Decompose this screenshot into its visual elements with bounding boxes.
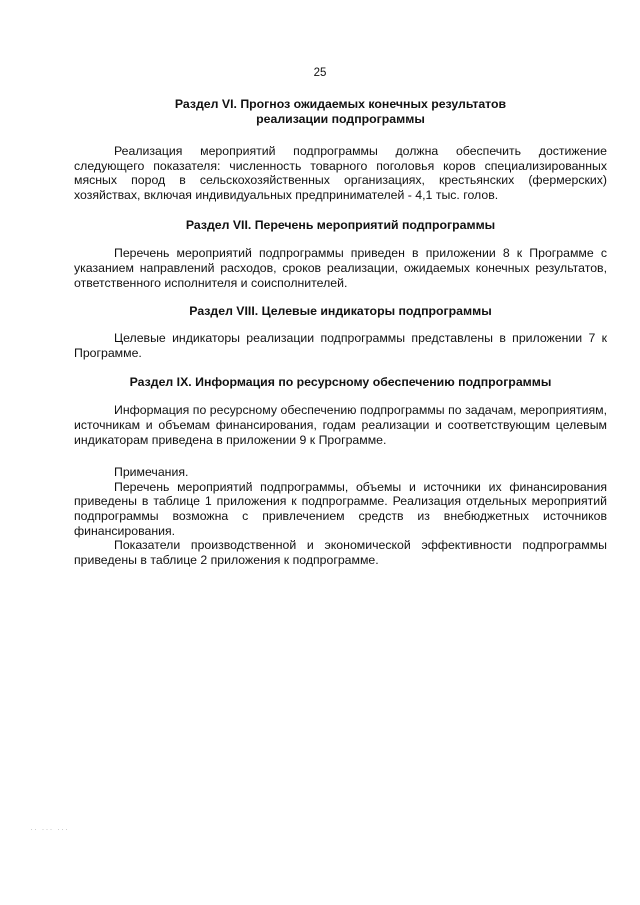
section-6 [74, 97, 607, 202]
section-6-paragraph: Реализация мероприятий подпрограммы должна обеспечить достижение следующего показателя: численность товарного поголовья коров специализированных мясных пород в сельскохозяйственных организациях, крестьянских (фермерских) хозяйствах, включая индивидуальных предпринимателей - 4,1 тыс. голов. [74, 144, 607, 202]
section-8-paragraph: Целевые индикаторы реализации подпрограммы представлены в приложении 7 к Программе. [74, 331, 607, 360]
notes-item: Показатели производственной и экономической эффективности подпрограммы приведены в таблице 2 приложения к подпрограмме. [74, 538, 607, 567]
notes-title: Примечания. [114, 465, 189, 480]
section-8 [74, 304, 607, 360]
section-6-title-line1: Раздел VI. Прогноз ожидаемых конечных результатов [174, 97, 507, 111]
section-9 [74, 375, 607, 447]
notes-item: Перечень мероприятий подпрограммы, объемы и источники их финансирования приведены в таблице 1 приложения к подпрограмме. Реализация отдельных мероприятий подпрограммы возможна с привлечением средств из внебюджетных источников финансирования. [74, 479, 607, 538]
scan-artifact: ·· ··· ··· [30, 824, 69, 834]
document-body [74, 97, 607, 567]
section-7-title: Раздел VII. Перечень мероприятий подпрограммы [185, 218, 496, 233]
section-8-title: Раздел VIII. Целевые индикаторы подпрограммы [189, 304, 492, 319]
page-number: 25 [313, 67, 327, 79]
section-7 [74, 218, 607, 290]
notes-block [74, 465, 607, 567]
section-7-paragraph: Перечень мероприятий подпрограммы приведен в приложении 8 к Программе с указанием направлений расходов, сроков реализации, ожидаемых конечных результатов, ответственного исполнителя и соисполнителей. [74, 246, 607, 290]
section-9-title: Раздел IX. Информация по ресурсному обеспечению подпрограммы [129, 375, 552, 390]
section-6-title-line2: реализации подпрограммы [256, 112, 425, 126]
section-9-paragraph: Информация по ресурсному обеспечению подпрограммы по задачам, мероприятиям, источникам и объемам финансирования, годам реализации и соответствующим целевым индикаторам приведена в приложении 9 к Программе. [74, 403, 607, 447]
